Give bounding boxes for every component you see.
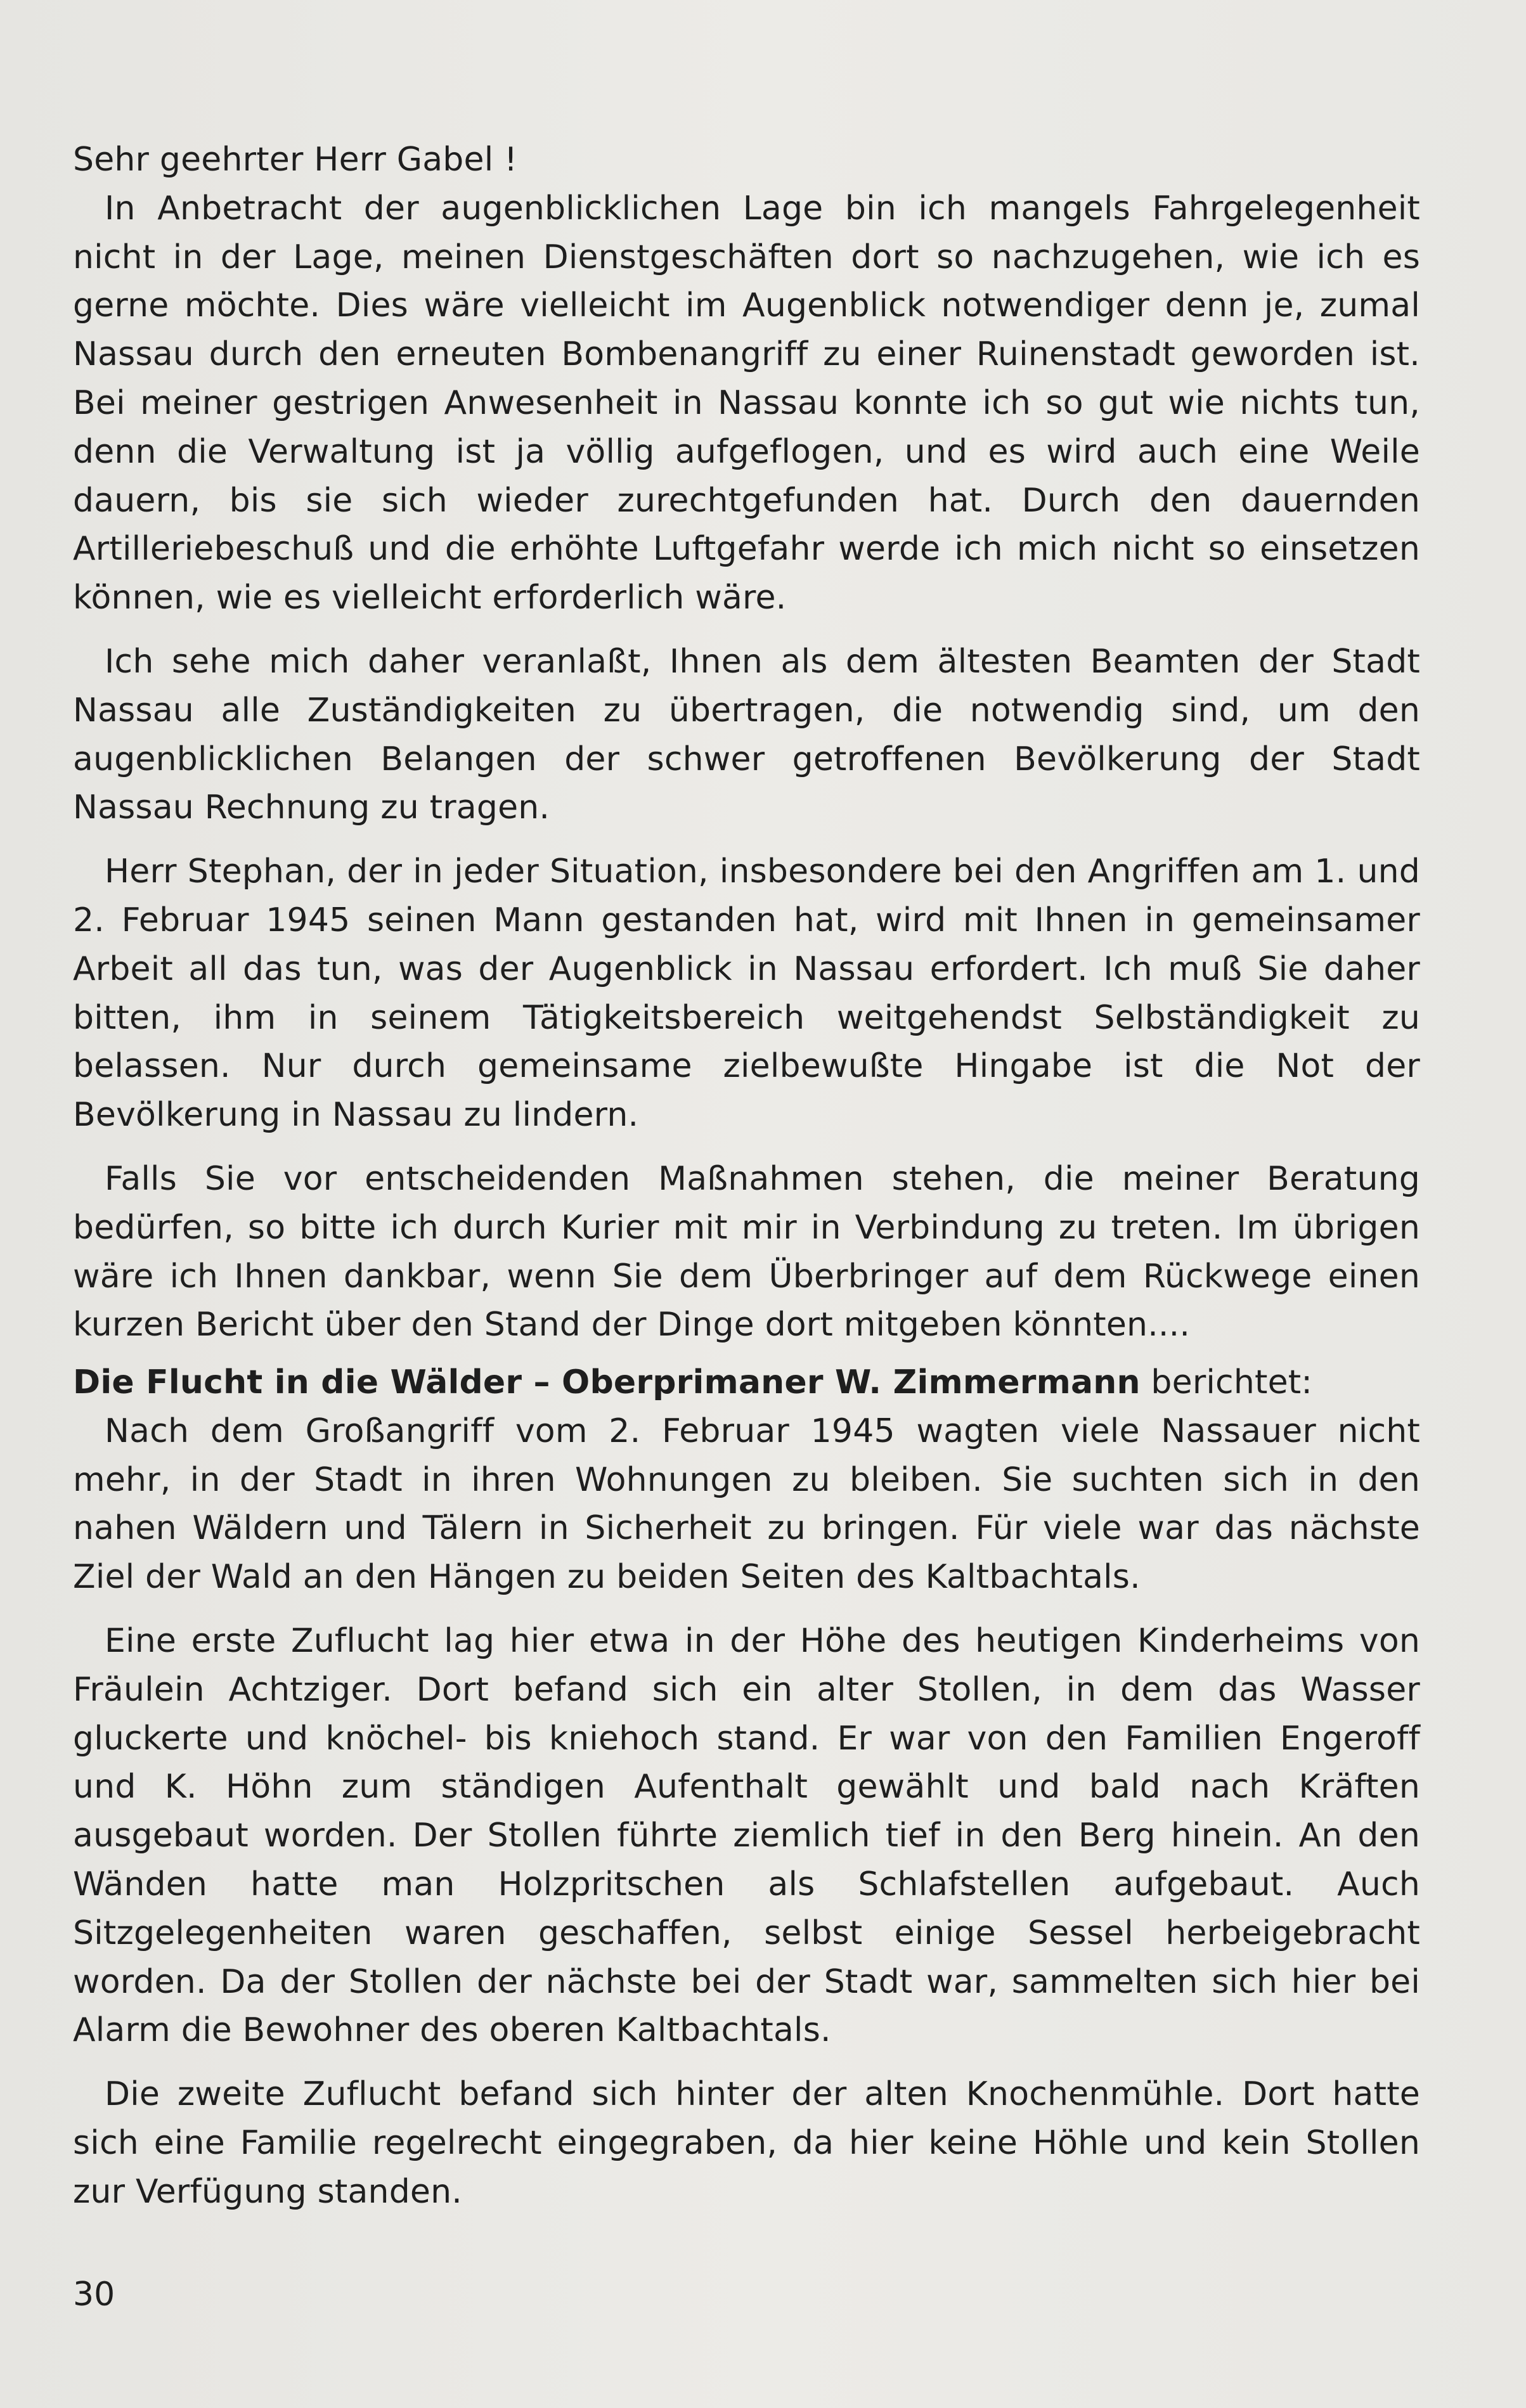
report-paragraph-2: Eine erste Zuflucht lag hier etwa in der Höhe des heutigen Kinderheims von Fräulein Achtziger. Dort befand sich ein alter Stollen, in dem das Wasser gluckerte und knöchel- bis kniehoch stand. Er war von den Familien Engeroff und K. Höhn zum ständigen Aufenthalt gewählt und bald nach Kräften ausgebaut worden. Der Stollen führte ziemlich tief in den Berg hinein. An den Wänden hatte man Holzpritschen als Schlafstellen aufgebaut. Auch Sitzgelegenheiten waren geschaffen, selbst einige Sessel herbeigebracht worden. Da der Stollen der nächste bei der Stadt war, sammelten sich hier bei Alarm die Bewohner des oberen Kaltbachtals. bbox=[73, 1621, 1420, 2050]
report-heading bbox=[73, 1358, 1420, 1407]
letter-paragraph-2: Ich sehe mich daher veranlaßt, Ihnen als dem ältesten Beamten der Stadt Nassau alle Zuständigkeiten zu übertragen, die notwendig sind, um den augenblicklichen Belangen der schwer getroffenen Bevölkerung der Stadt Nassau Rechnung zu tragen. bbox=[73, 642, 1420, 827]
report-paragraph-3: Die zweite Zuflucht befand sich hinter der alten Knochenmühle. Dort hatte sich eine Familie regelrecht eingegraben, da hier keine Höhle und kein Stollen zur Verfügung standen. bbox=[73, 2075, 1420, 2211]
letter-paragraph-4: Falls Sie vor entscheidenden Maßnahmen stehen, die meiner Beratung bedürfen, so bitte ich durch Kurier mit mir in Verbindung zu treten. Im übrigen wäre ich Ihnen dankbar, wenn Sie dem Überbringer auf dem Rückwege einen kurzen Bericht über den Stand der Dinge dort mitgeben könnten.... bbox=[73, 1159, 1420, 1344]
report-heading-suffix: berichtet: bbox=[1140, 1363, 1313, 1401]
letter-paragraph-1: In Anbetracht der augenblicklichen Lage bin ich mangels Fahrgelegenheit nicht in der Lage, meinen Dienstgeschäften dort so nachzugehen, wie ich es gerne möchte. Dies wäre vielleicht im Augenblick notwendiger denn je, zumal Nassau durch den erneuten Bombenangriff zu einer Ruinenstadt geworden ist. Bei meiner gestrigen Anwesenheit in Nassau konnte ich so gut wie nichts tun, denn die Verwaltung ist ja völlig aufgeflogen, und es wird auch eine Weile dauern, bis sie sich wieder zurechtgefunden hat. Durch den dauernden Artilleriebeschuß und die erhöhte Luftgefahr werde ich mich nicht so einsetzen können, wie es vielleicht erforderlich wäre. bbox=[73, 189, 1420, 617]
letter-salutation: Sehr geehrter Herr Gabel ! bbox=[73, 141, 518, 179]
report-section bbox=[73, 1358, 1420, 2217]
letter-section bbox=[73, 136, 1420, 1349]
page-number: 30 bbox=[73, 2276, 115, 2314]
report-paragraph-1: Nach dem Großangriff vom 2. Februar 1945 wagten viele Nassauer nicht mehr, in der Stadt in ihren Wohnungen zu bleiben. Sie suchten sich in den nahen Wäldern und Tälern in Sicherheit zu bringen. Für viele war das nächste Ziel der Wald an den Hängen zu beiden Seiten des Kaltbachtals. bbox=[73, 1412, 1420, 1597]
report-heading-title: Die Flucht in die Wälder – Oberprimaner W. Zimmermann bbox=[73, 1363, 1141, 1401]
letter-paragraph-3: Herr Stephan, der in jeder Situation, insbesondere bei den Angriffen am 1. und 2. Februar 1945 seinen Mann gestanden hat, wird mit Ihnen in gemeinsamer Arbeit all das tun, was der Augenblick in Nassau erfordert. Ich muß Sie daher bitten, ihm in seinem Tätigkeitsbereich weitgehendst Selbständigkeit zu belassen. Nur durch gemeinsame zielbewußte Hingabe ist die Not der Bevölkerung in Nassau zu lindern. bbox=[73, 853, 1420, 1135]
